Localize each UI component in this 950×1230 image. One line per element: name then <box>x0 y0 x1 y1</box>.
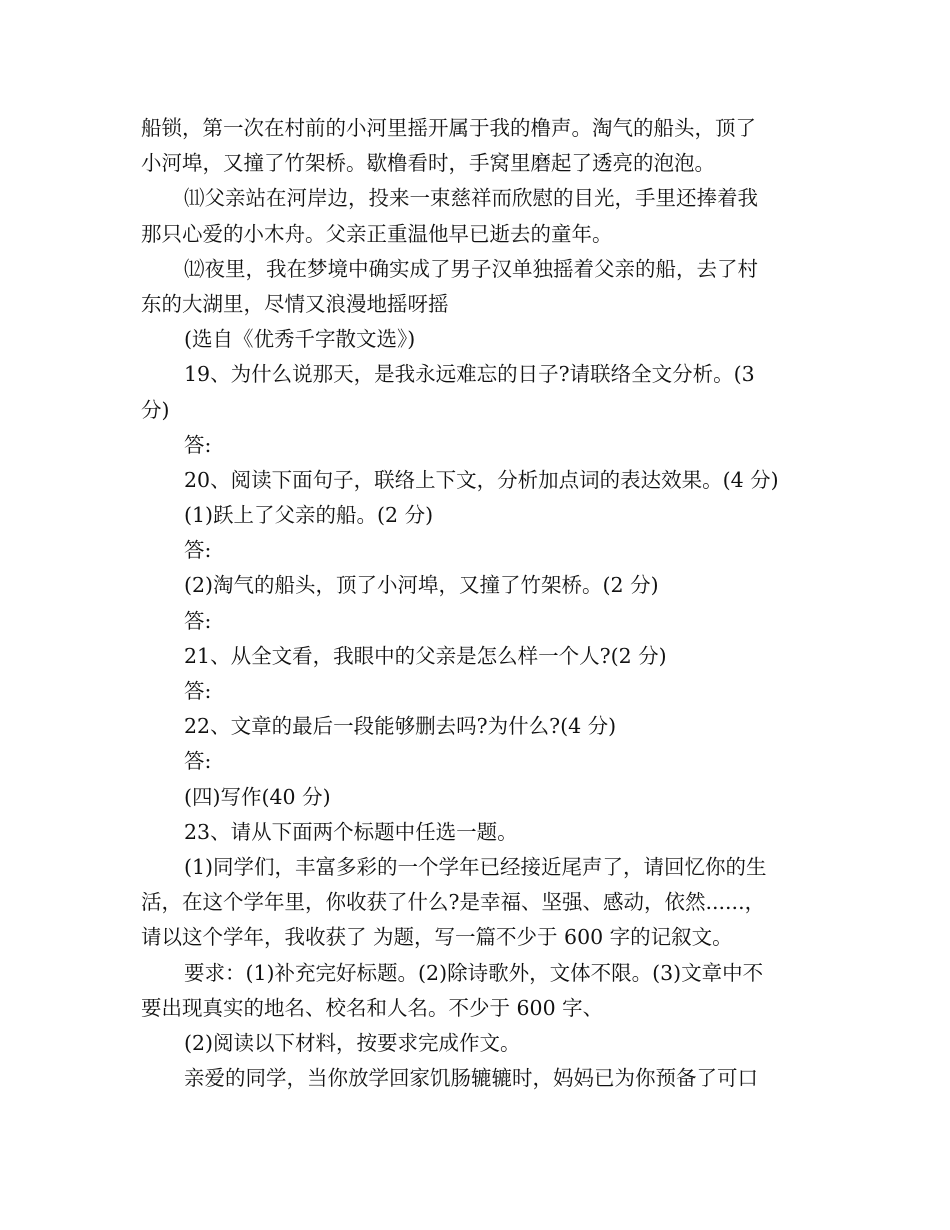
answer-label: 答: <box>184 679 212 703</box>
text-line: 船锁，第一次在村前的小河里摇开属于我的橹声。淘气的船头，顶了 <box>141 116 756 140</box>
question-20-part-2: (2)淘气的船头，顶了小河埠，又撞了竹架桥。(2 分) <box>184 573 659 598</box>
answer-label: 答: <box>184 749 212 774</box>
prompt-option-2: (2)阅读以下材料，按要求完成作文。 <box>184 1030 521 1055</box>
text-line: ⑿夜里，我在梦境中确实成了男子汉单独摇着父亲的船，去了村 <box>184 256 758 281</box>
source-citation: (选自《优秀千字散文选》) <box>184 327 416 352</box>
text-line: 请以这个学年，我收获了 为题，写一篇不少于 600 字的记叙文。 <box>141 925 733 950</box>
text-line: 东的大湖里，尽情又浪漫地摇呀摇 <box>141 291 449 316</box>
answer-label: 答: <box>184 608 212 633</box>
question-19: 19、为什么说那天，是我永远难忘的日子?请联络全文分析。(3 <box>184 362 755 387</box>
text-line: 小河埠，又撞了竹架桥。歇橹看时，手窝里磨起了透亮的泡泡。 <box>141 151 715 176</box>
answer-label: 答: <box>184 432 212 457</box>
question-20-part-1: (1)跃上了父亲的船。(2 分) <box>184 503 434 528</box>
question-20: 20、阅读下面句子，联络上下文，分析加点词的表达效果。(4 分) <box>184 467 779 492</box>
document-body <box>141 111 821 1096</box>
text-line: 那只心爱的小木舟。父亲正重温他早已逝去的童年。 <box>141 221 613 246</box>
section-heading: (四)写作(40 分) <box>184 784 331 809</box>
text-line: 活，在这个学年里，你收获了什么?是幸福、坚强、感动，依然......， <box>141 890 766 915</box>
requirements: 要求：(1)补充完好标题。(2)除诗歌外，文体不限。(3)文章中不 <box>184 960 764 985</box>
question-21: 21、从全文看，我眼中的父亲是怎么样一个人?(2 分) <box>184 643 667 668</box>
text-line: 亲爱的同学，当你放学回家饥肠辘辘时，妈妈已为你预备了可口 <box>184 1066 758 1091</box>
prompt-option-1: (1)同学们，丰富多彩的一个学年已经接近尾声了，请回忆你的生 <box>184 854 767 879</box>
text-line: 要出现真实的地名、校名和人名。不少于 600 字、 <box>141 995 604 1020</box>
question-23: 23、请从下面两个标题中任选一题。 <box>184 819 518 844</box>
text-line: 分) <box>141 397 170 422</box>
text-line: ⑾父亲站在河岸边，投来一束慈祥而欣慰的目光，手里还捧着我 <box>184 186 758 211</box>
question-22: 22、文章的最后一段能够删去吗?为什么?(4 分) <box>184 714 617 739</box>
answer-label: 答: <box>184 538 212 563</box>
